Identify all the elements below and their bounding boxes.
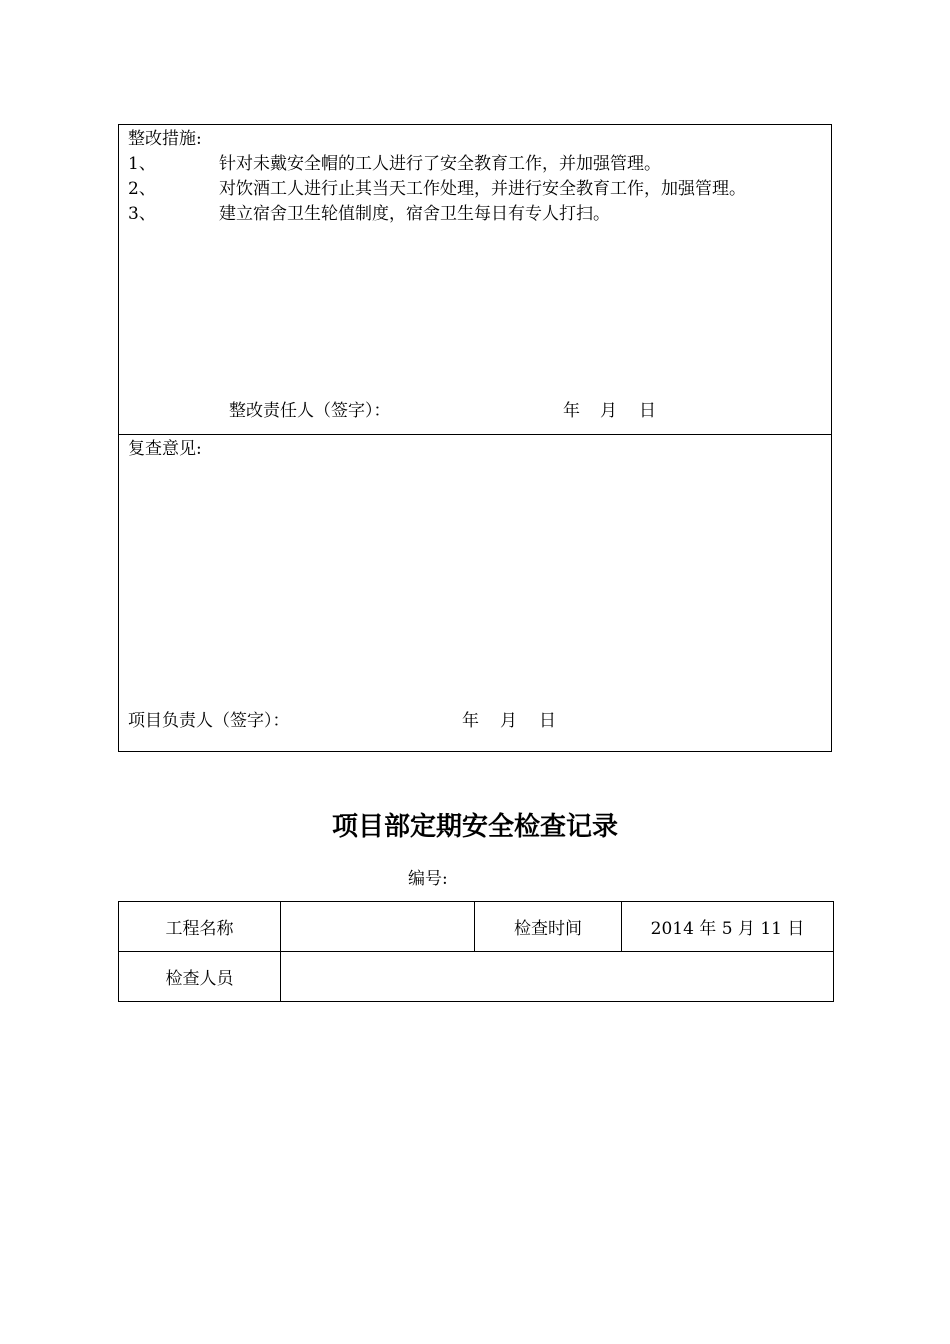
date-year: 年 bbox=[462, 711, 479, 731]
inspector-value[interactable] bbox=[281, 952, 834, 1002]
project-name-value[interactable] bbox=[281, 902, 475, 952]
document-title: 项目部定期安全检查记录 bbox=[331, 812, 618, 842]
item-number: 2、 bbox=[128, 179, 156, 199]
info-table bbox=[118, 901, 834, 1002]
review-heading: 复查意见: bbox=[128, 439, 202, 459]
item-text: 对饮酒工人进行止其当天工作处理，并进行安全教育工作，加强管理。 bbox=[219, 179, 746, 199]
item-number: 1、 bbox=[128, 154, 156, 174]
serial-number-label: 编号: bbox=[408, 869, 448, 889]
project-name-label: 工程名称 bbox=[119, 902, 281, 952]
review-signer-label: 项目负责人（签字）： bbox=[128, 711, 290, 731]
item-text: 建立宿舍卫生轮值制度，宿舍卫生每日有专人打扫。 bbox=[219, 204, 610, 224]
date-month: 月 bbox=[500, 711, 517, 731]
review-section bbox=[118, 434, 832, 752]
table-row bbox=[119, 952, 834, 1002]
check-time-value[interactable]: 2014 年 5 月 11 日 bbox=[622, 902, 834, 952]
rectification-section bbox=[118, 124, 832, 435]
item-number: 3、 bbox=[128, 204, 156, 224]
date-year: 年 bbox=[563, 401, 580, 421]
item-text: 针对未戴安全帽的工人进行了安全教育工作，并加强管理。 bbox=[219, 154, 661, 174]
inspector-label: 检查人员 bbox=[119, 952, 281, 1002]
table-row bbox=[119, 902, 834, 952]
check-time-label: 检查时间 bbox=[475, 902, 622, 952]
rectification-heading: 整改措施: bbox=[128, 129, 202, 149]
rectification-signer-label: 整改责任人（签字）： bbox=[229, 401, 391, 421]
date-day: 日 bbox=[539, 711, 556, 731]
date-day: 日 bbox=[639, 401, 656, 421]
date-month: 月 bbox=[600, 401, 617, 421]
